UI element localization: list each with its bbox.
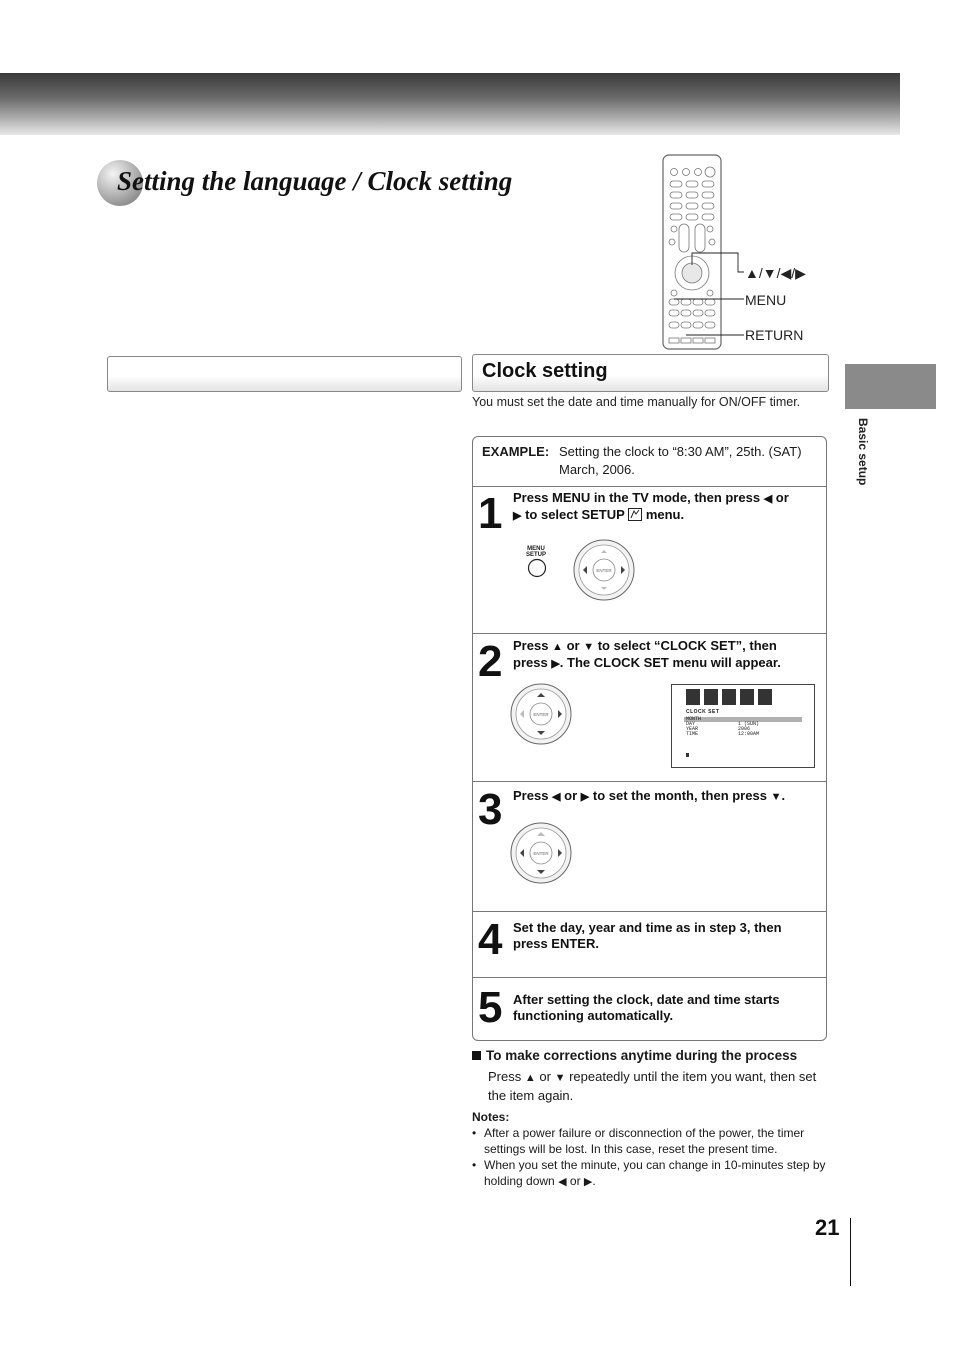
page-number: 21 <box>815 1215 840 1240</box>
left-arrow-icon: ◀ <box>558 1176 567 1188</box>
right-arrow-icon: ▶ <box>580 791 590 803</box>
step-divider <box>473 781 826 782</box>
remote-callout-lines <box>662 154 744 350</box>
example-text: Setting the clock to “8:30 AM”, 25th. (SAT) March, 2006. <box>559 444 802 477</box>
left-arrow-icon: ◀ <box>552 791 561 803</box>
square-bullet-icon <box>472 1051 481 1060</box>
osd-menu-icons <box>686 689 772 705</box>
step-3-text: Press ◀ or ▶ to set the month, then press ▼. <box>513 788 786 803</box>
left-arrow-icon: ◀ <box>763 493 773 505</box>
notes-heading: Notes: <box>472 1110 510 1124</box>
down-arrow-icon: ▼ <box>770 791 782 803</box>
header-band <box>0 73 900 135</box>
down-arrow-icon: ▼ <box>554 1072 566 1084</box>
page-title: Setting the language / Clock setting <box>117 166 513 196</box>
osd-row: YEAR 2006 <box>686 726 751 732</box>
remote-label-menu: MENU <box>745 292 787 308</box>
bullet-icon: • <box>472 1158 477 1172</box>
osd-wrench-icon <box>740 689 754 705</box>
step-divider <box>473 486 826 487</box>
osd-setup-icon <box>722 689 736 705</box>
osd-cursor-icon <box>686 753 689 757</box>
remote-label-arrows: ▲/▼/◀/▶ <box>745 265 806 281</box>
note-item: • When you set the minute, you can change in 10-minutes step by holding down ◀ or ▶. <box>472 1158 826 1188</box>
section-title: Clock setting <box>482 360 608 382</box>
dpad-four-way-icon <box>510 683 572 745</box>
corrections-heading: To make corrections anytime during the process <box>472 1048 797 1063</box>
dpad-four-way-icon <box>510 822 572 884</box>
page-number-rule <box>850 1218 851 1286</box>
osd-row: TIME 12:00AM <box>686 731 760 737</box>
step-number: 3 <box>478 785 503 834</box>
example-label: EXAMPLE: <box>482 444 550 459</box>
osd-row: DAY 1 (SUN) <box>686 721 760 727</box>
step-1-text: Press MENU in the TV mode, then press ◀ or ▶ to select SETUP menu. <box>513 490 789 522</box>
step-divider <box>473 911 826 912</box>
step-number: 5 <box>478 983 503 1032</box>
dpad-left-right-icon <box>573 539 635 601</box>
svg-text:ENTER: ENTER <box>533 712 549 717</box>
step-divider <box>473 633 826 634</box>
svg-text:ENTER: ENTER <box>533 851 549 856</box>
chapter-tab-label: Basic setup <box>856 418 870 486</box>
right-arrow-icon: ▶ <box>551 658 560 670</box>
right-arrow-icon: ▶ <box>513 510 522 522</box>
section-intro: You must set the date and time manually for ON/OFF timer. <box>472 395 801 409</box>
up-arrow-icon: ▲ <box>552 641 563 653</box>
osd-title: CLOCK SET <box>686 709 720 715</box>
osd-row: MONTH <box>686 716 702 722</box>
osd-lock-icon <box>758 689 772 705</box>
note-item: • After a power failure or disconnection of the power, the timer settings will be lost. In this case, reset the present time. <box>472 1126 805 1156</box>
corrections-text: Press ▲ or ▼ repeatedly until the item you want, then set the item again. <box>488 1069 817 1103</box>
chapter-tab <box>845 364 936 409</box>
up-arrow-icon: ▲ <box>524 1072 536 1084</box>
clock-set-osd <box>671 684 815 768</box>
down-arrow-icon: ▼ <box>583 641 595 653</box>
setup-menu-icon <box>628 508 642 521</box>
svg-text:ENTER: ENTER <box>596 568 612 573</box>
step-number: 2 <box>478 637 503 686</box>
step-divider <box>473 977 826 978</box>
bullet-icon: • <box>472 1126 477 1140</box>
step-number: 1 <box>478 489 503 538</box>
right-arrow-icon: ▶ <box>583 1176 593 1188</box>
step-4-text: Set the day, year and time as in step 3, then press ENTER. <box>513 920 782 951</box>
step-number: 4 <box>478 915 503 964</box>
osd-rows <box>686 717 759 737</box>
osd-sound-icon <box>704 689 718 705</box>
left-section-box <box>107 356 462 392</box>
remote-label-return: RETURN <box>745 327 804 343</box>
menu-setup-button-label: MENU SETUP <box>525 546 546 558</box>
step-2-text: Press ▲ or ▼ to select “CLOCK SET”, then press ▶. The CLOCK SET menu will appear. <box>513 638 781 670</box>
menu-setup-button-icon <box>527 558 547 578</box>
osd-picture-icon <box>686 689 700 705</box>
step-5-text: After setting the clock, date and time starts functioning automatically. <box>513 992 780 1023</box>
